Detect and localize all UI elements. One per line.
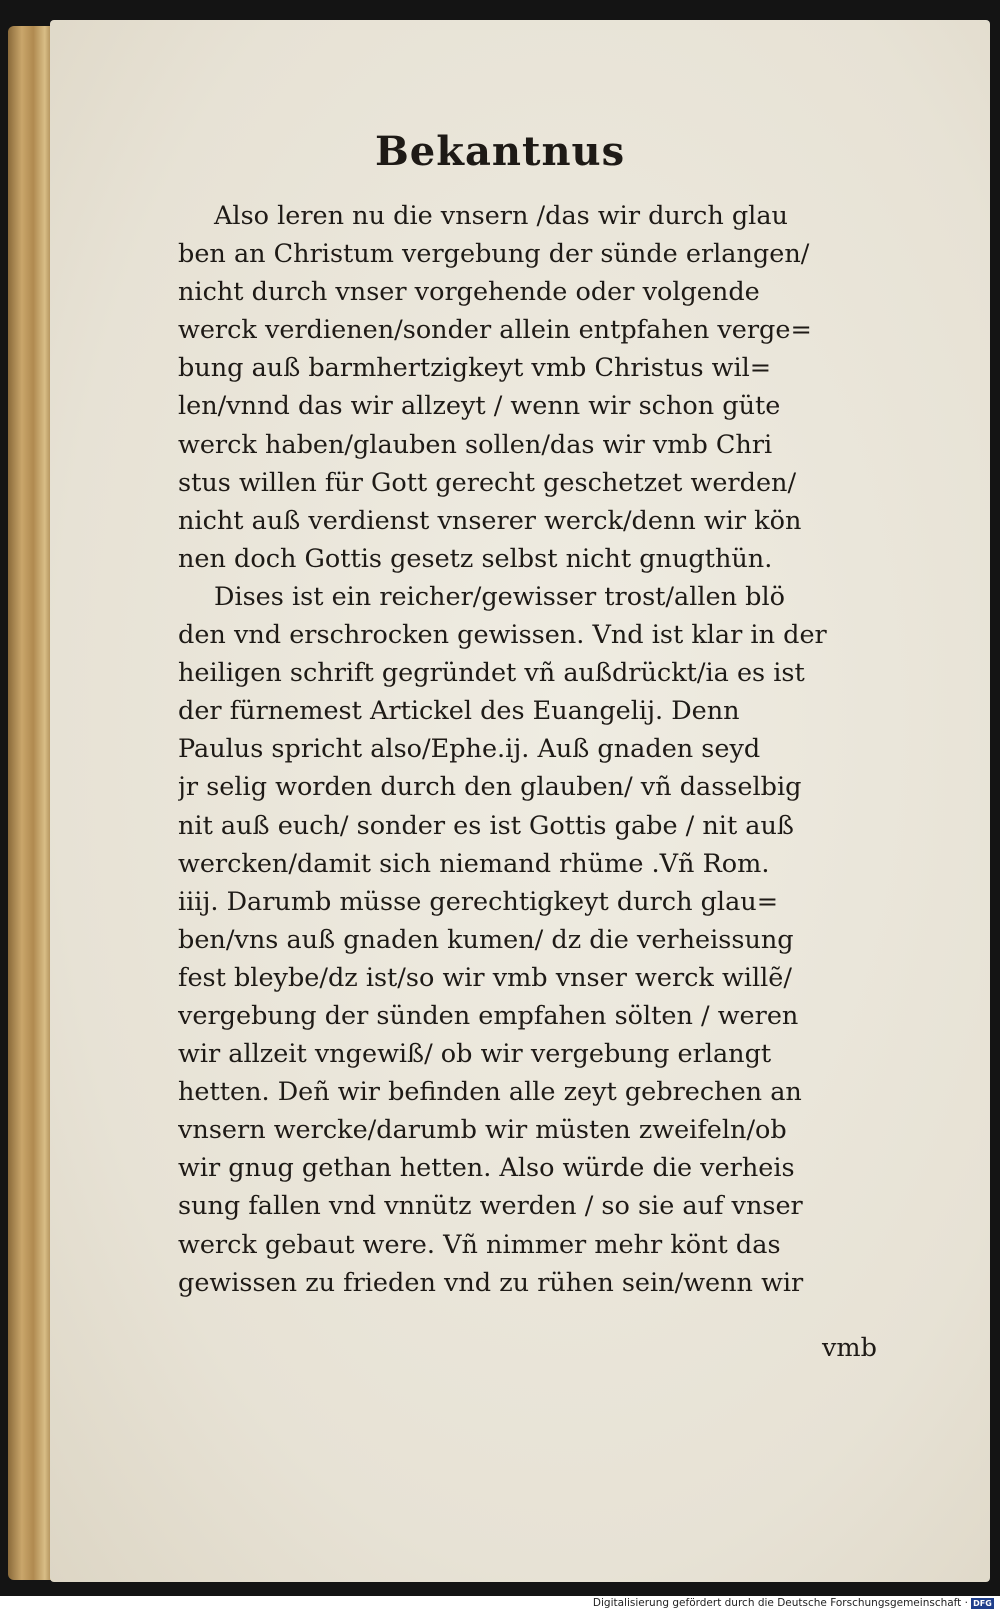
text-line: iiij. Darumb müsse gerechtigkeyt durch glau=: [178, 886, 779, 917]
body-text: [178, 197, 918, 1302]
text-line: nicht durch vnser vorgehende oder volgende: [178, 277, 760, 308]
text-line: wir gnug gethan hetten. Also würde die verheis: [178, 1153, 795, 1184]
text-line: sung fallen vnd vnnütz werden / so sie auf vnser: [178, 1191, 803, 1222]
text-line: bung auß barmhertzigkeyt vmb Christus wil=: [178, 353, 772, 384]
text-line: stus willen für Gott gerecht geschetzet werden/: [178, 467, 797, 498]
text-line: len/vnnd das wir allzeyt / wenn wir schon güte: [178, 391, 781, 422]
text-line: wir allzeit vngewiß/ ob wir vergebung erlangt: [178, 1039, 772, 1070]
text-line: Paulus spricht also/Ephe.ij. Auß gnaden seyd: [178, 734, 761, 765]
footer-credit: Digitalisierung gefördert durch die Deutsche Forschungsgemeinschaft ·: [592, 1597, 968, 1609]
text-line: Dises ist ein reicher/gewisser trost/allen blö: [214, 581, 785, 612]
text-line: werck verdienen/sonder allein entpfahen verge=: [178, 315, 812, 346]
running-head: Bekantnus: [375, 128, 626, 175]
book-edge: [8, 26, 54, 1580]
text-line: werck gebaut were. Vñ nimmer mehr könt das: [178, 1229, 781, 1260]
text-line: nen doch Gottis gesetz selbst nicht gnugthün.: [178, 543, 773, 574]
text-line: ben/vns auß gnaden kumen/ dz die verheissung: [178, 924, 794, 955]
text-line: heiligen schrift gegründet vñ außdrückt/ia es ist: [178, 658, 805, 689]
text-line: der fürnemest Artickel des Euangelij. Denn: [178, 696, 740, 727]
text-line: den vnd erschrocken gewissen. Vnd ist klar in der: [178, 620, 827, 651]
text-line: nit auß euch/ sonder es ist Gottis gabe / nit auß: [178, 810, 794, 841]
text-line: jr selig worden durch den glauben/ vñ dasselbig: [178, 772, 802, 803]
catchword: vmb: [822, 1333, 877, 1363]
text-line: wercken/damit sich niemand rhüme .Vñ Rom.: [178, 848, 770, 879]
text-line: gewissen zu frieden vnd zu rühen sein/wenn wir: [178, 1267, 804, 1298]
text-line: werck haben/glauben sollen/das wir vmb Chri: [178, 429, 773, 460]
footer-credit-text: Digitalisierung gefördert durch die Deutsche Forschungsgemeinschaft: [592, 1597, 962, 1609]
text-line: vnsern wercke/darumb wir müsten zweifeln/ob: [178, 1115, 787, 1146]
text-line: fest bleybe/dz ist/so wir vmb vnser werck willẽ/: [178, 962, 792, 993]
text-line: Also leren nu die vnsern /das wir durch glau: [214, 201, 788, 231]
text-line: nicht auß verdienst vnserer werck/denn wir kön: [178, 505, 802, 536]
text-line: ben an Christum vergebung der sünde erlangen/: [178, 239, 810, 270]
text-line: hetten. Deñ wir befinden alle zeyt gebrechen an: [178, 1077, 802, 1108]
text-line: vergebung der sünden empfahen sölten / weren: [178, 1000, 799, 1031]
dfg-logo-icon: DFG: [971, 1598, 994, 1609]
